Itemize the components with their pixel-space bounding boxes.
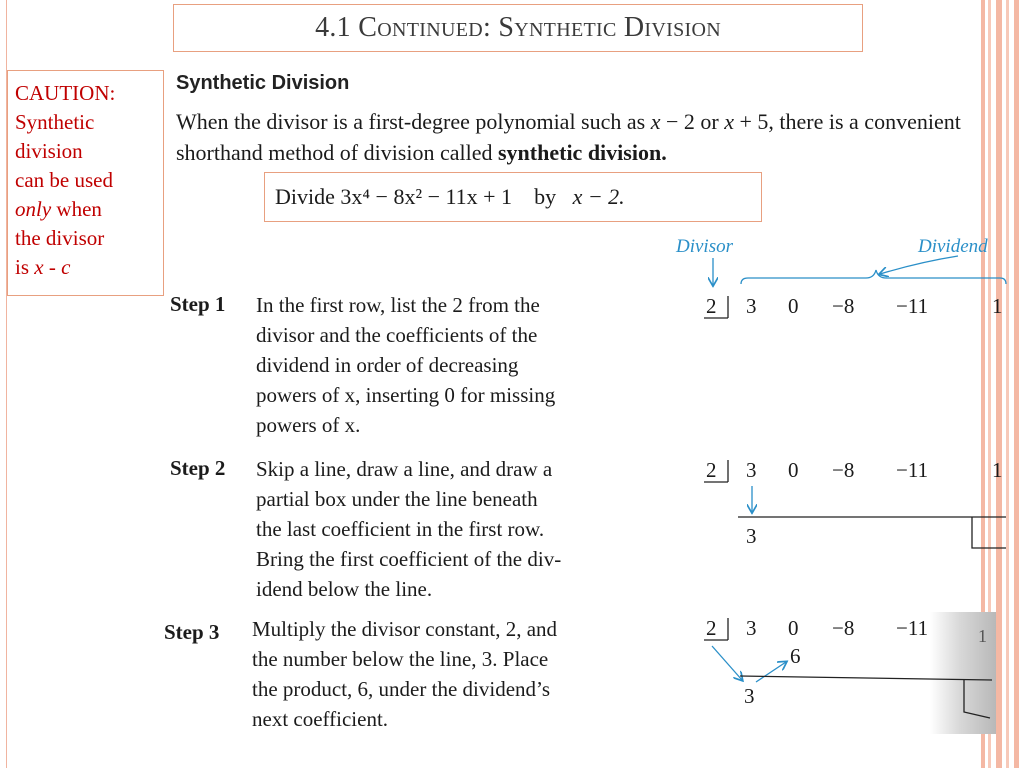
divide-by: by: [534, 184, 557, 209]
step-line: dividend in order of decreasing: [256, 353, 519, 377]
step-line: idend below the line.: [256, 577, 433, 601]
step-1-coef: 1: [992, 294, 1003, 318]
step-2-coef: 1: [992, 458, 1003, 482]
multiply-arrow: [712, 646, 742, 680]
step-line: Skip a line, draw a line, and draw a: [256, 457, 553, 481]
step-line: powers of x, inserting 0 for missing: [256, 383, 556, 407]
step-1-coef: −11: [896, 294, 929, 318]
step-line: the product, 6, under the dividend’s: [252, 677, 551, 701]
remainder-box: [972, 517, 1006, 548]
caution-math: x - c: [34, 255, 71, 279]
slide-title-text: 4.1 Continued: Synthetic Division: [315, 12, 721, 43]
intro-text: + 5, there is a convenient shorthand method of division called: [176, 109, 961, 165]
step-1-divisor: 2: [706, 294, 717, 318]
step-3-divisor: 2: [706, 616, 717, 640]
intro-math: x: [724, 109, 734, 134]
caution-is: is: [15, 255, 35, 279]
caution-line-rest: when: [51, 197, 102, 221]
step-2-label: Step 2: [170, 456, 226, 480]
caution-line: division: [15, 139, 83, 163]
step-line: the number below the line, 3. Place: [252, 647, 549, 671]
divide-word: Divide: [275, 184, 335, 209]
caution-line: Synthetic: [15, 110, 95, 134]
step-3-label: Step 3: [164, 620, 220, 644]
intro-math: x: [650, 109, 661, 134]
step-line: divisor and the coefficients of the: [256, 323, 538, 347]
step-3-coef: 3: [746, 616, 757, 640]
caution-label: CAUTION:: [15, 81, 116, 105]
caution-only: only: [15, 197, 52, 221]
step-2-bottom: 3: [746, 524, 757, 548]
divide-divisor: x − 2.: [572, 184, 625, 209]
dividend-bracket: [741, 270, 1006, 284]
step-line: In the first row, list the 2 from the: [256, 293, 540, 317]
step-1-label: Step 1: [170, 292, 226, 316]
divide-expression: 3x⁴ − 8x² − 11x + 1: [340, 184, 513, 209]
step-line: Multiply the divisor constant, 2, and: [252, 617, 558, 641]
step-2-coef: 3: [746, 458, 757, 482]
step-line: partial box under the line beneath: [256, 487, 538, 511]
step-2-coef: −11: [896, 458, 929, 482]
intro-bold: synthetic division.: [498, 140, 667, 165]
step-3-product: 6: [790, 644, 801, 668]
remainder-box: [964, 680, 990, 718]
caution-line: can be used: [15, 168, 113, 192]
step-3-bottom: 3: [744, 684, 755, 708]
divisor-label: Divisor: [676, 236, 733, 257]
step-3-coef: 1: [978, 626, 987, 646]
intro-text: When the divisor is a first-degree polynomial such as: [176, 109, 651, 134]
step-3-coef: −11: [896, 616, 929, 640]
product-arrow: [756, 662, 786, 682]
step-3-coef: −8: [832, 616, 855, 640]
section-heading: Synthetic Division: [176, 72, 350, 94]
caution-line: the divisor: [15, 226, 105, 250]
step-line: the last coefficient in the first row.: [256, 517, 545, 541]
step-1-coef: 0: [788, 294, 799, 318]
step-line: powers of x.: [256, 413, 361, 437]
intro-text: − 2 or: [660, 109, 725, 134]
step-line: Bring the first coefficient of the div-: [256, 547, 562, 571]
step-1-coef: 3: [746, 294, 757, 318]
step-line: next coefficient.: [252, 707, 389, 731]
dividend-label: Dividend: [918, 236, 988, 257]
step-1-coef: −8: [832, 294, 855, 318]
division-line: [740, 676, 992, 680]
step-2-divisor: 2: [706, 458, 717, 482]
step-2-coef: −8: [832, 458, 855, 482]
dividend-pointer: [880, 256, 958, 274]
step-3-coef: 0: [788, 616, 799, 640]
step-2-coef: 0: [788, 458, 799, 482]
